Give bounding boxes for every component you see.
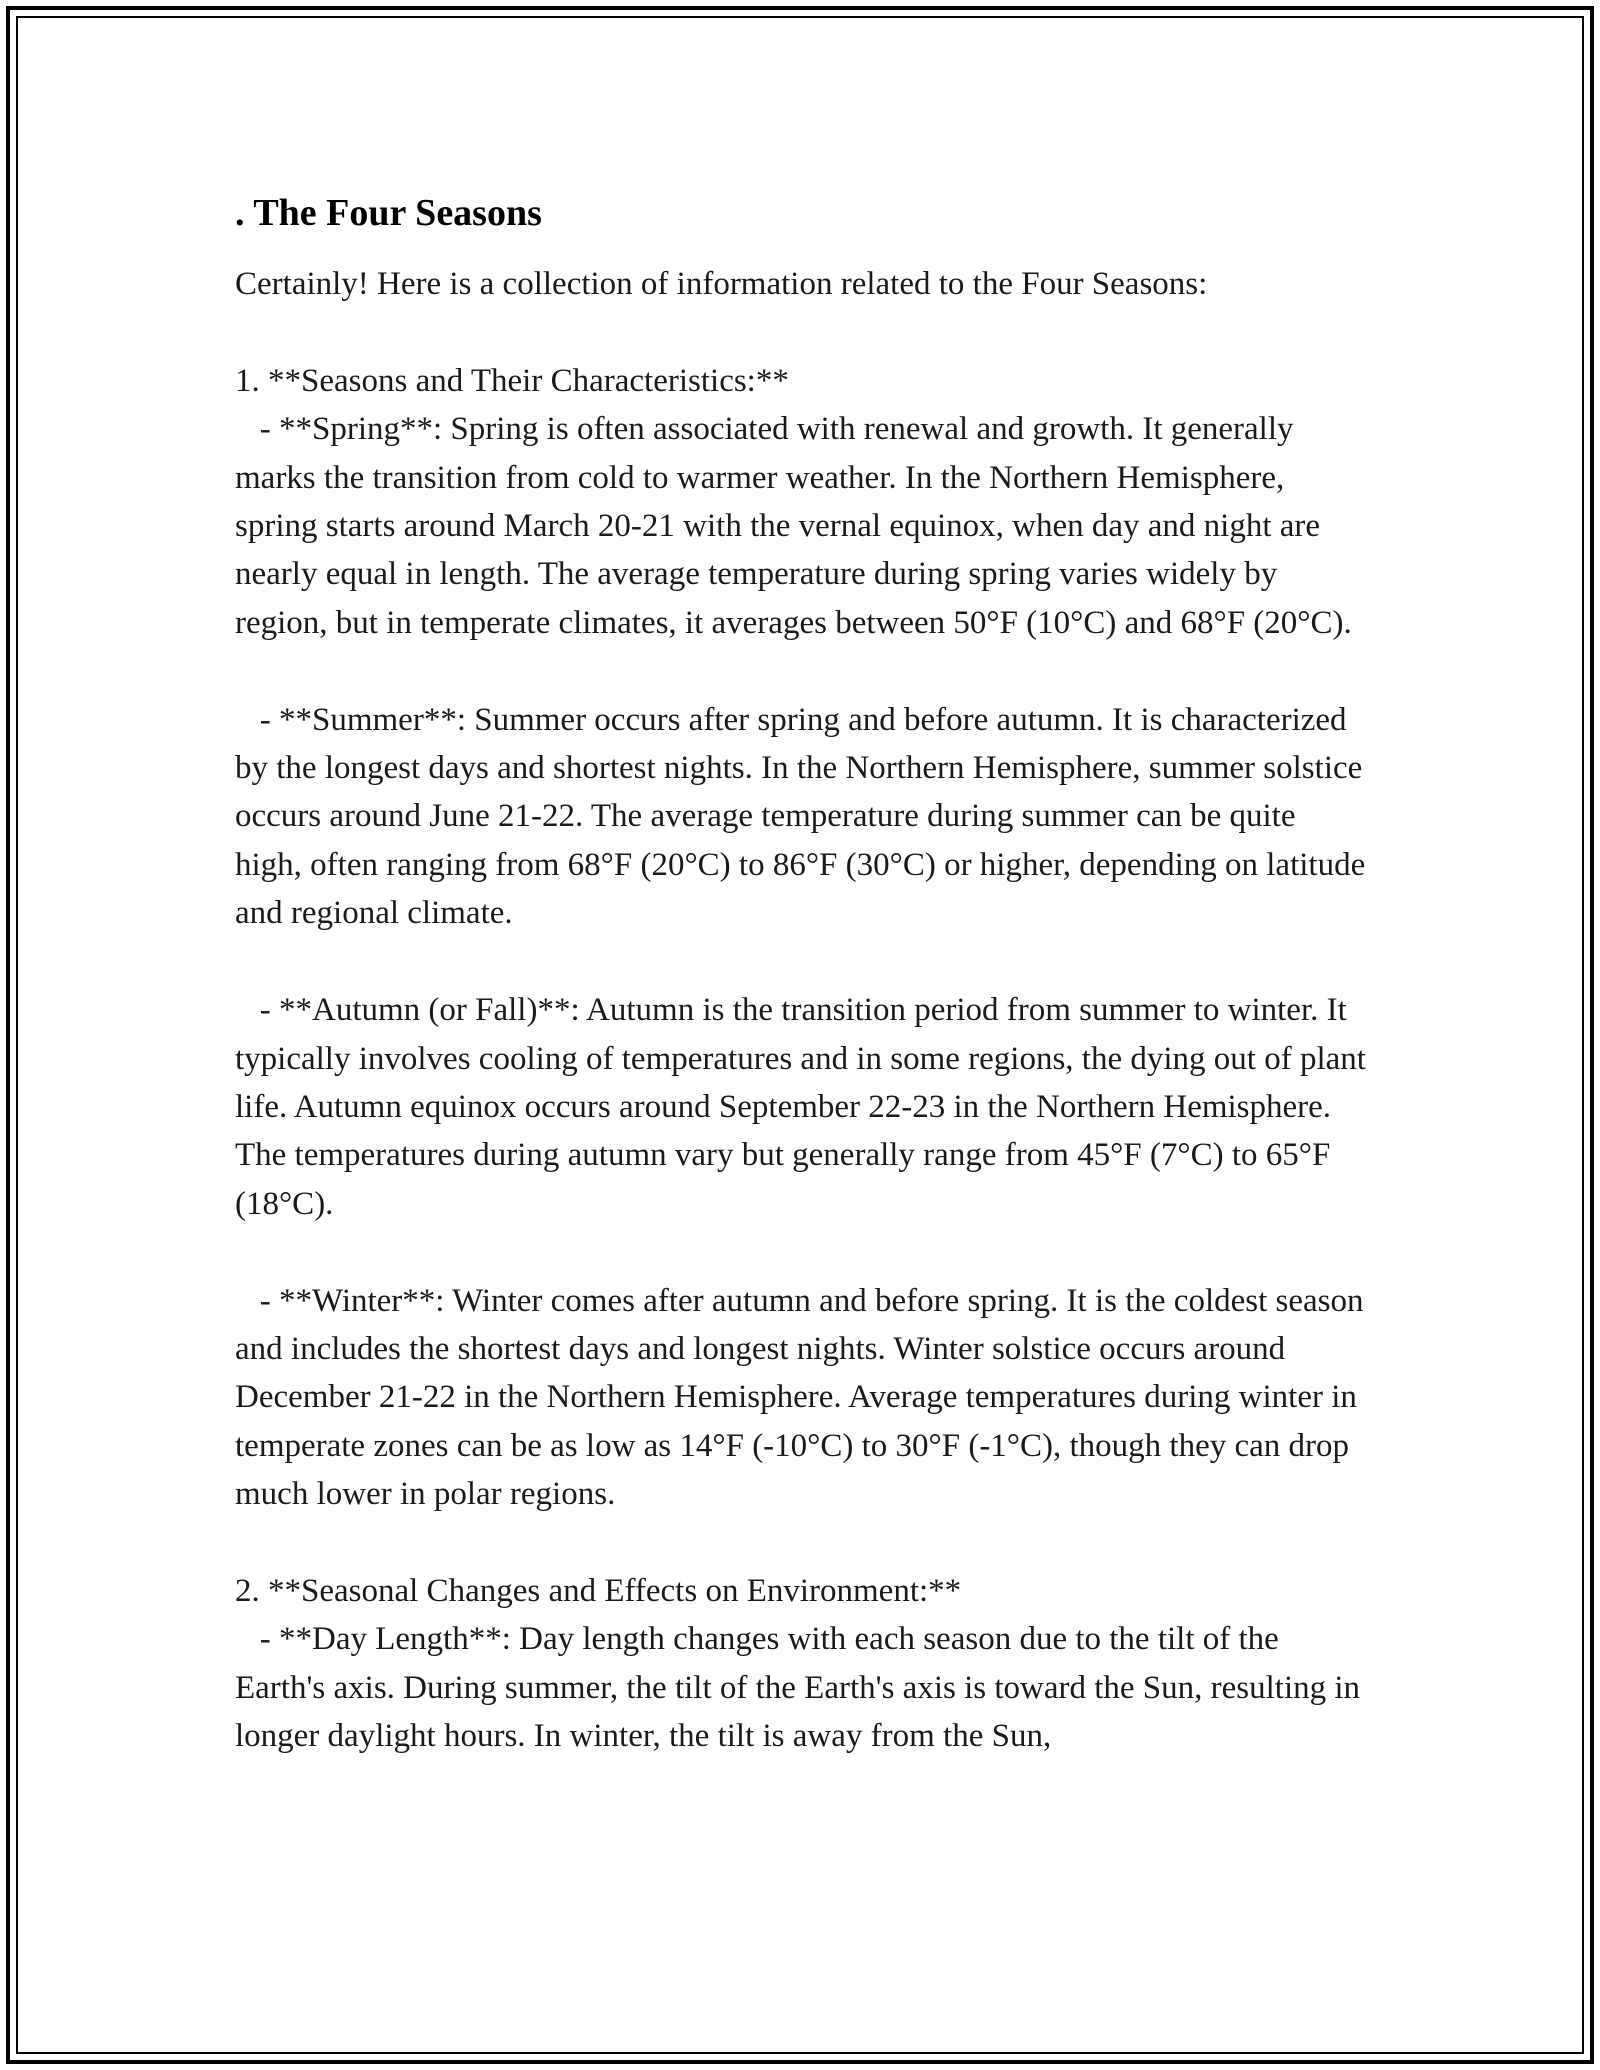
document-content bbox=[235, 186, 1370, 1761]
document-body: Certainly! Here is a collection of information related to the Four Seasons: 1. **Seasons and Their Characteristics:** - **Spring**: Spring is often associated with renewal and growth. It generally marks the transition from cold to warmer weather. In the Northern Hemisphere, spring starts around March 20-21 with the vernal equinox, when day and night are nearly equal in length. The average temperature during spring varies widely by region, but in temperate climates, it averages between 50°F (10°C) and 68°F (20°C). - **Summer**: Summer occurs after spring and before autumn. It is characterized by the longest days and shortest nights. In the Northern Hemisphere, summer solstice occurs around June 21-22. The average temperature during summer can be quite high, often ranging from 68°F (20°C) to 86°F (30°C) or higher, depending on latitude and regional climate. - **Autumn (or Fall)**: Autumn is the transition period from summer to winter. It typically involves cooling of temperatures and in some regions, the dying out of plant life. Autumn equinox occurs around September 22-23 in the Northern Hemisphere. The temperatures during autumn vary but generally range from 45°F (7°C) to 65°F (18°C). - **Winter**: Winter comes after autumn and before spring. It is the coldest season and includes the shortest days and longest nights. Winter solstice occurs around December 21-22 in the Northern Hemisphere. Average temperatures during winter in temperate zones can be as low as 14°F (-10°C) to 30°F (-1°C), though they can drop much lower in polar regions. 2. **Seasonal Changes and Effects on Environment:** - **Day Length**: Day length changes with each season due to the tilt of the Earth's axis. During summer, the tilt of the Earth's axis is toward the Sun, resulting in longer daylight hours. In winter, the tilt is away from the Sun, bbox=[235, 266, 1366, 1755]
document-title: . The Four Seasons bbox=[235, 192, 542, 234]
